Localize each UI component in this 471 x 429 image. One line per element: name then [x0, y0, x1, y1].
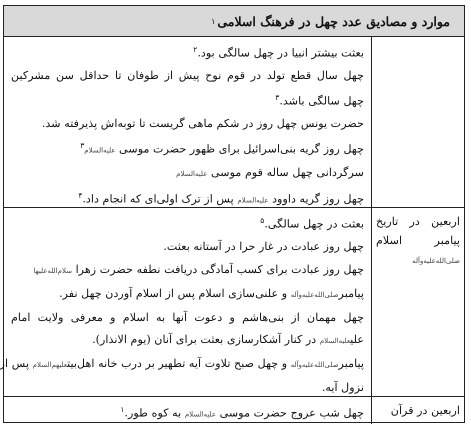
row-category [371, 37, 464, 207]
content-line: سرگردانی چهل ساله قوم موسی علیه‌السلام [176, 166, 364, 180]
content-line: حضرت یونس چهل روز در شکم ماهی گریست تا توبه‌اش پذیرفته شد. [41, 117, 364, 131]
row-category: اربعین در تاریخ پیامبر اسلام صلی‌الله‌علیه‌وآله [371, 208, 464, 396]
content-line: چهل روز گریه داوود علیه‌السلام پس از ترک اولی‌ای که انجام داد.$^۴$ [78, 191, 364, 207]
honorific: علیه‌السلام [176, 170, 208, 179]
table-row [4, 37, 464, 208]
honorific: علیه‌السلام [319, 337, 351, 346]
content-line: چهل روز گریه بنی‌اسرائیل برای ظهور حضرت موسی علیه‌السلام$^۳$ [80, 141, 364, 157]
content-line: بعثت در چهل سالگی.$^۵$ [260, 216, 364, 231]
content-line: پیامبرصلی‌الله‌علیه‌وآله و علنی‌سازی اسلام پس از اسلام آوردن چهل نفر. [59, 286, 364, 300]
content-line: چهل سال قطع تولد در قوم نوح پیش از طوفان تا حداقل سن مشرکین [11, 68, 364, 82]
honorific: صلی‌الله‌علیه‌وآله [412, 257, 460, 265]
content-line: علیعلیه‌السلام در کنار آشکارسازی بعثت برای آنان (یوم الانذار). [92, 333, 364, 347]
content-line: چهل شب عروج حضرت موسی علیه‌السلام به کوه طور.$^۱$ [120, 405, 364, 420]
content-line: چهل روز عبادت در غار حرا در آستانه بعثت. [163, 240, 364, 254]
table-row [0, 208, 464, 397]
honorific: صلی‌الله‌علیه‌وآله [290, 360, 339, 369]
content-line: پیامبرصلی‌الله‌علیه‌وآله و چهل صبح تلاوت آیه تطهیر بر درب خانه اهل‌بیتعلیهم‌السلام پس از [0, 356, 364, 370]
content-line: نزول آیه. [321, 380, 364, 394]
honorific: علیه‌السلام [237, 197, 269, 206]
row-category: اربعین در قرآن [371, 397, 464, 424]
honorific: سلام‌الله‌علیها [33, 267, 73, 276]
content-line: چهل روز عبادت برای کسب آمادگی دریافت نطفه حضرت زهرا سلام‌الله‌علیها [33, 263, 364, 277]
content-line: چهل سالگی باشد.$^۳$ [275, 93, 364, 108]
table-title: موارد و مصادیق عدد چهل در فرهنگ اسلامی [217, 13, 450, 29]
content-line: بعثت بیشتر انبیا در چهل سالگی بود.$^۲$ [193, 45, 364, 60]
row-content [0, 208, 371, 396]
honorific: صلی‌الله‌علیه‌وآله [290, 290, 339, 299]
table-header [4, 6, 464, 37]
content-line: چهل مهمان از بنی‌هاشم و دعوت آنها به اسلام و معرفی ولایت امام [11, 310, 364, 324]
table-row [4, 397, 464, 424]
content-table [0, 5, 465, 423]
row-content [4, 37, 371, 207]
honorific: علیهم‌السلام [32, 360, 68, 369]
honorific: علیه‌السلام [84, 147, 116, 156]
row-content [4, 397, 371, 424]
honorific: علیه‌السلام [184, 410, 217, 419]
footnote-marker: ۱ [211, 16, 216, 26]
